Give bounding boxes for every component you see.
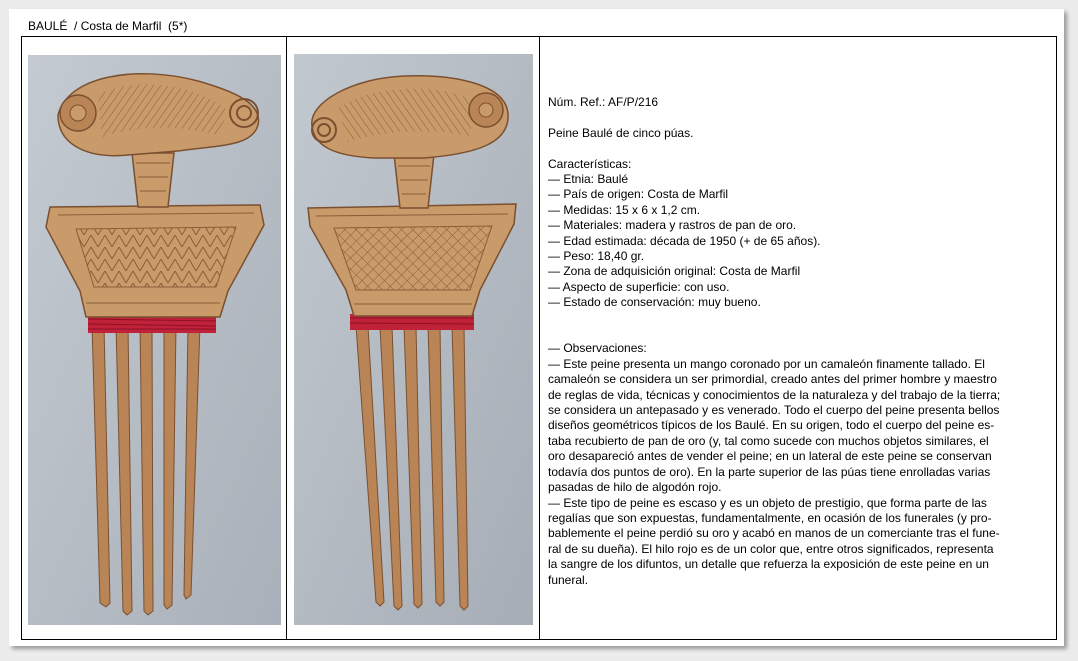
observation-line: — Este tipo de peine es escaso y es un objeto de prestigio, que forma parte de las	[548, 495, 987, 510]
feature-item: — Etnia: Baulé	[548, 172, 629, 186]
feature-item: — Medidas: 15 x 6 x 1,2 cm.	[548, 202, 701, 217]
comb-front-illustration	[28, 55, 281, 625]
comb-back-photo	[294, 54, 533, 625]
observation-line: todavía dos puntos de oro). En la parte superior de las púas tiene enrolladas varias	[548, 464, 991, 479]
feature-item: — País de origen: Costa de Marfil	[548, 187, 729, 202]
document-header: BAULÉ / Costa de Marfil (5*)	[28, 19, 188, 33]
observation-line: taba recubierto de pan de oro (y, tal como sucede con muchos objetos similares, el	[548, 433, 989, 448]
catalog-table	[21, 36, 1057, 640]
feature-item: — Edad estimada: década de 1950 (+ de 65 años).	[548, 233, 821, 248]
observation-line: de reglas de vida, técnicas y conocimientos de la naturaleza y del trabajo de la tierra;	[548, 387, 1001, 402]
observation-line: bablemente el peine perdió su oro y acabó en manos de un comerciante tras el fune-	[548, 526, 1000, 541]
observations-title: — Observaciones:	[548, 341, 647, 356]
observation-line: pasadas de hilo de algodón rojo.	[548, 480, 722, 495]
observation-line: la sangre de los difuntos, un detalle que refuerza la exposición de este peine en un	[548, 557, 989, 572]
observation-line: diseños geométricos típicos de los Baulé. En su origen, todo el cuerpo del peine es-	[548, 418, 995, 433]
feature-item: — Peso: 18,40 gr.	[548, 249, 645, 264]
reference-number: Núm. Ref.: AF/P/216	[548, 95, 659, 109]
features-title: Características:	[548, 156, 632, 171]
document-sheet	[9, 9, 1064, 646]
observation-line: funeral.	[548, 572, 589, 587]
photo-cell-front	[22, 37, 287, 639]
photo-cell-back	[287, 37, 540, 639]
observation-line: camaleón se considera un ser primordial, creado antes del primer hombre y maestro	[548, 372, 997, 387]
feature-item: — Aspecto de superficie: con uso.	[548, 279, 730, 294]
object-description	[548, 95, 1056, 588]
description-cell	[540, 37, 1056, 639]
comb-back-illustration	[294, 54, 533, 625]
observation-line: ral de su dueña). El hilo rojo es de un color que, entre otros significados, representa	[548, 541, 994, 556]
comb-front-photo	[28, 55, 281, 625]
object-name: Peine Baulé de cinco púas.	[548, 125, 694, 140]
observation-line: — Este peine presenta un mango coronado por un camaleón finamente tallado. El	[548, 356, 985, 371]
observation-line: oro desapareció antes de vender el peine; en un lateral de este peine se conservan	[548, 449, 992, 464]
observation-line: se considera un antepasado y es venerado. Todo el cuerpo del peine presenta bellos	[548, 403, 1000, 418]
feature-item: — Zona de adquisición original: Costa de Marfil	[548, 264, 801, 279]
observation-line: regalías que son expuestas, fundamentalmente, en ocasión de los funerales (y pro-	[548, 510, 992, 525]
feature-item: — Materiales: madera y rastros de pan de oro.	[548, 218, 797, 233]
feature-item: — Estado de conservación: muy bueno.	[548, 295, 761, 310]
